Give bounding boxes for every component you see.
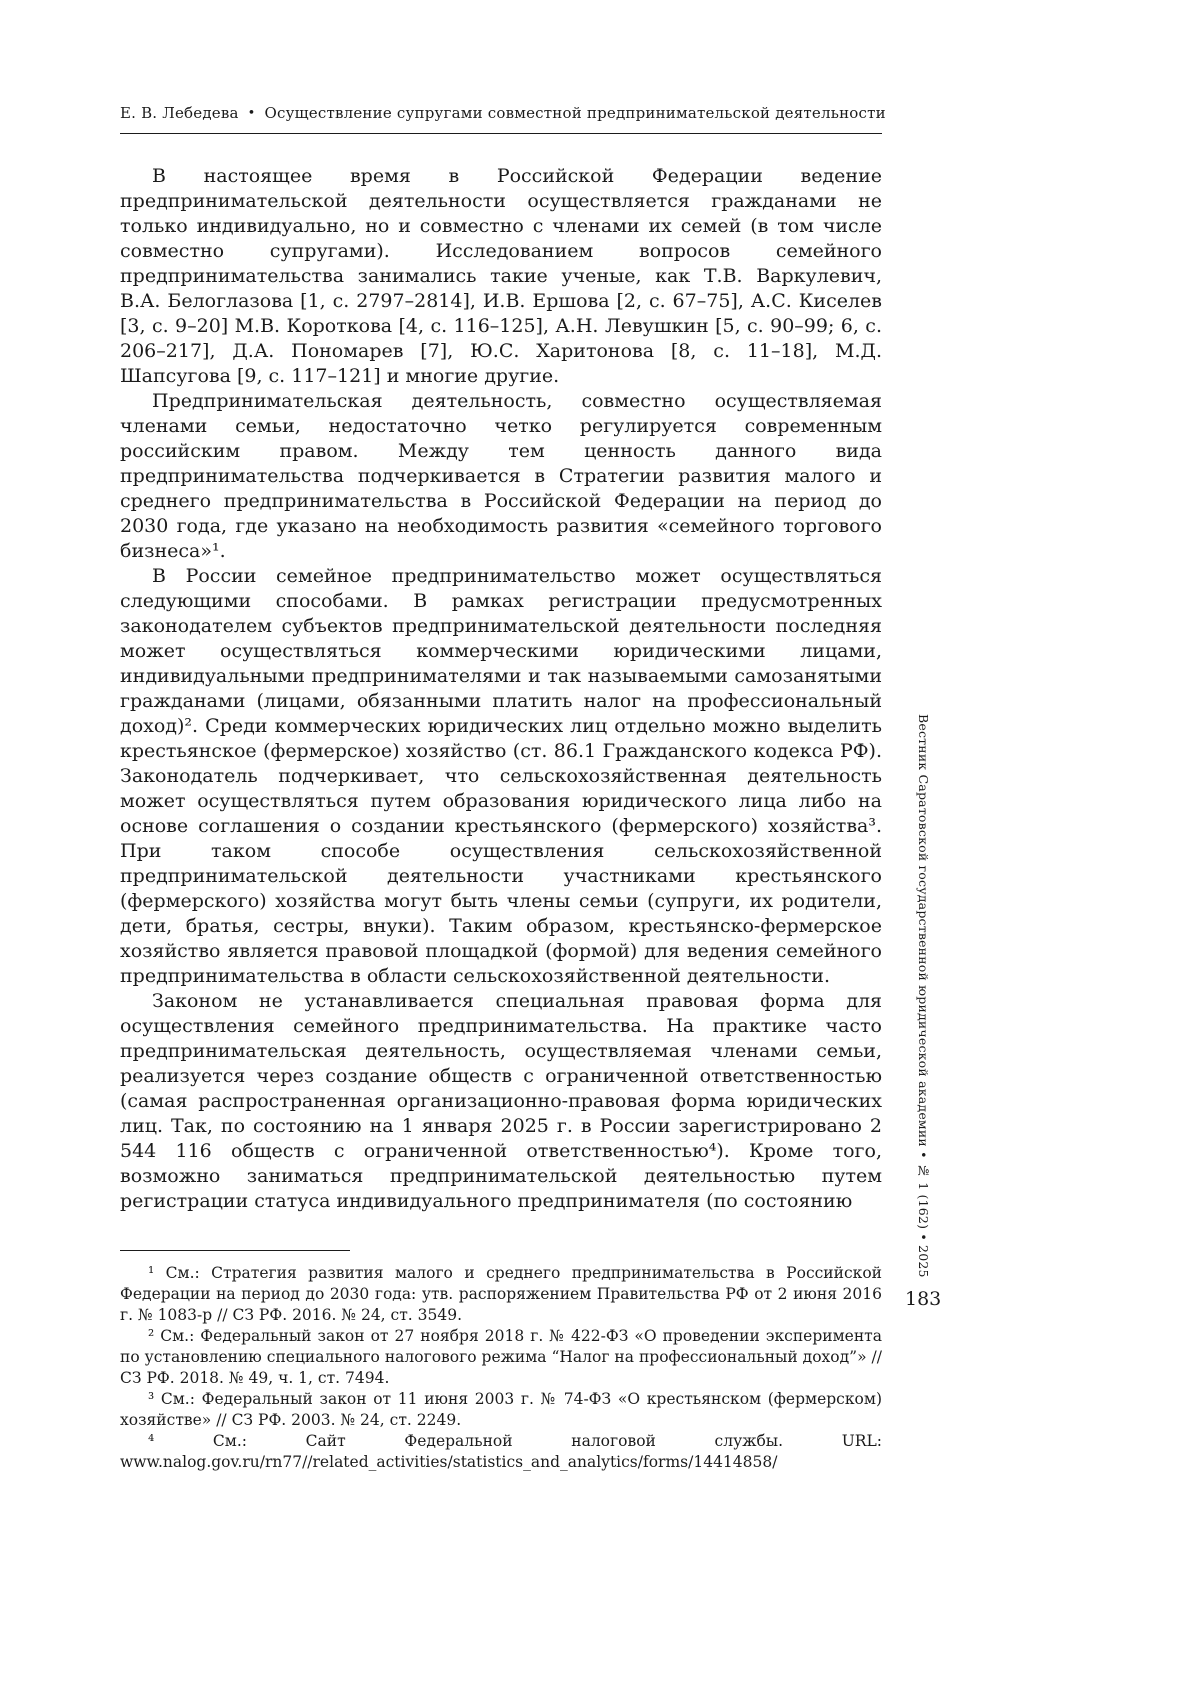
article-body xyxy=(120,164,882,1214)
running-header-title: Осуществление супругами совместной предпринимательской деятельности xyxy=(264,104,886,122)
running-header-author: Е. В. Лебедева xyxy=(120,104,239,122)
content-column xyxy=(120,104,886,1473)
paragraph-1: В настоящее время в Российской Федерации ведение предпринимательской деятельности осуществляется гражданами не только индивидуально, но и совместно с членами их семей (в том числе совместно супругами). Исследованием вопросов семейного предпринимательства занимались такие ученые, как Т.В. Варкулевич, В.А. Белоглазова [1, с. 2797–2814], И.В. Ершова [2, с. 67–75], А.С. Киселев [3, с. 9–20] М.В. Короткова [4, с. 116–125], А.Н. Левушкин [5, с. 90–99; 6, с. 206–217], Д.А. Пономарев [7], Ю.С. Харитонова [8, с. 11–18], М.Д. Шапсугова [9, с. 117–121] и многие другие. xyxy=(120,165,882,387)
paragraph-2: Предпринимательская деятельность, совместно осуществляемая членами семьи, недостаточно четко регулируется современным российским правом. Между тем ценность данного вида предпринимательства подчеркивается в Стратегии развития малого и среднего предпринимательства в Российской Федерации на период до 2030 года, где указано на необходимость развития «семейного торгового бизнеса»¹. xyxy=(120,390,882,562)
footnote-1: ¹ См.: Стратегия развития малого и среднего предпринимательства в Российской Федерации на период до 2030 года: утв. распоряжением Правительства РФ от 2 июня 2016 г. № 1083-р // СЗ РФ. 2016. № 24, ст. 3549. xyxy=(120,1264,882,1324)
bullet-separator: • xyxy=(247,106,256,121)
paragraph-3: В России семейное предпринимательство может осуществляться следующими способами. В рамках регистрации предусмотренных законодателем субъектов предпринимательской деятельности последняя может осуществляться коммерческими юридическими лицами, индивидуальными предпринимателями и так называемыми самозанятыми гражданами (лицами, обязанными платить налог на профессиональный доход)². Среди коммерческих юридических лиц отдельно можно выделить крестьянское (фермерское) хозяйство (ст. 86.1 Гражданского кодекса РФ). Законодатель подчеркивает, что сельскохозяйственная деятельность может осуществляться путем образования юридического лица либо на основе соглашения о создании крестьянского (фермерского) хозяйства³. При таком способе осуществления сельскохозяйственной предпринимательской деятельности участниками крестьянского (фермерского) хозяйства могут быть члены семьи (супруги, их родители, дети, братья, сестры, внуки). Таким образом, крестьянско-фермерское хозяйство является правовой площадкой (формой) для ведения семейного предпринимательства в области сельскохозяйственной деятельности. xyxy=(120,565,882,987)
journal-spine-text: Вестник Саратовской государственной юридической академии • № 1 (162) • 2025 xyxy=(916,714,931,1278)
footnote-separator-rule xyxy=(120,1250,350,1251)
footnote-2: ² См.: Федеральный закон от 27 ноября 2018 г. № 422-ФЗ «О проведении эксперимента по установлению специального налогового режима “Налог на профессиональный доход”» // СЗ РФ. 2018. № 49, ч. 1, ст. 7494. xyxy=(120,1327,882,1387)
footnote-4: ⁴ См.: Сайт Федеральной налоговой службы. URL: www.nalog.gov.ru/rn77//related_activities/statistics_and_analytics/forms/14414858/ xyxy=(120,1432,882,1471)
footnote-3: ³ См.: Федеральный закон от 11 июня 2003 г. № 74-ФЗ «О крестьянском (фермерском) хозяйстве» // СЗ РФ. 2003. № 24, ст. 2249. xyxy=(120,1390,882,1429)
page-number: 183 xyxy=(905,1288,942,1310)
paragraph-4: Законом не устанавливается специальная правовая форма для осуществления семейного предпринимательства. На практике часто предпринимательская деятельность, осуществляемая членами семьи, реализуется через создание обществ с ограниченной ответственностью (самая распространенная организационно-правовая форма юридических лиц. Так, по состоянию на 1 января 2025 г. в России зарегистрировано 2 544 116 обществ с ограниченной ответственностью⁴). Кроме того, возможно заниматься предпринимательской деятельностью путем регистрации статуса индивидуального предпринимателя (по состоянию xyxy=(120,990,882,1212)
running-header xyxy=(120,104,886,134)
footnotes-section xyxy=(120,1263,882,1473)
